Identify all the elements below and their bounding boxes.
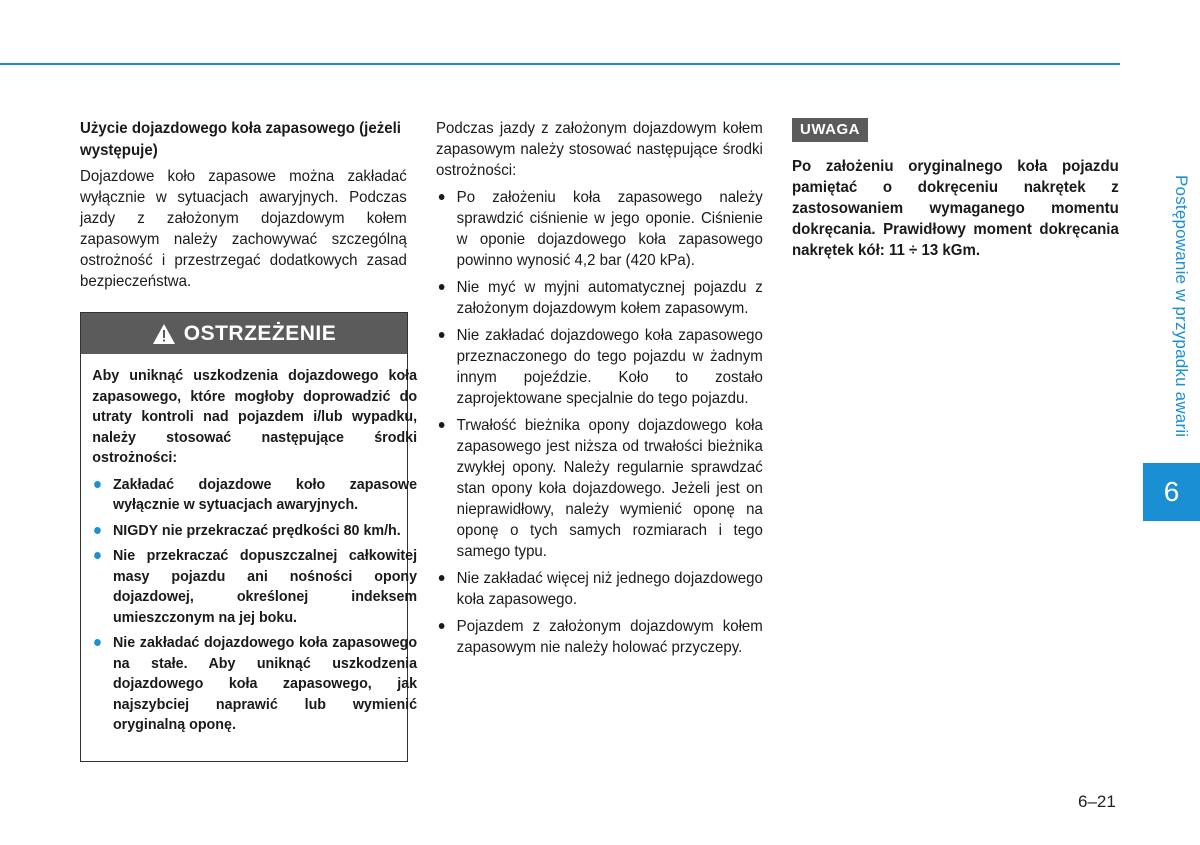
bullet-icon: [94, 552, 101, 559]
list-item: Po założeniu koła zapasowego należy sprawdzić ciśnienie w jego oponie. Ciśnienie w oponie dojazdowego koła zapasowego powinno wynosić 4,2 bar (420 kPa).: [436, 187, 763, 271]
warning-triangle-icon: [152, 323, 176, 345]
bullet-icon: [439, 194, 445, 200]
column-left: [80, 118, 408, 292]
bullet-icon: [439, 332, 445, 338]
section-title: Użycie dojazdowego koła zapasowego (jeżeli występuje): [80, 120, 401, 159]
warning-list-item: Nie przekraczać dopuszczalnej całkowitej masy pojazdu ani nośności opony dojazdowej, określonej indeksem umieszczonym na jej boku.: [92, 546, 417, 628]
chapter-tab: 6: [1143, 463, 1200, 521]
list-item: Nie myć w myjni automatycznej pojazdu z założonym dojazdowym kołem zapasowym.: [436, 277, 763, 319]
bullet-icon: [439, 623, 445, 629]
precautions-intro: Podczas jazdy z założonym dojazdowym kołem zapasowym należy stosować następujące środki ostrożności:: [436, 120, 763, 179]
column-right: [792, 118, 1120, 277]
bullet-icon: [94, 527, 101, 534]
list-item: Nie zakładać dojazdowego koła zapasowego przeznaczonego do tego pojazdu w żadnym innym pojeździe. Koło to zostało zaprojektowane specjalnie do tego pojazdu.: [436, 325, 763, 409]
list-item: Nie zakładać więcej niż jednego dojazdowego koła zapasowego.: [436, 568, 763, 610]
chapter-section-label: Postępowanie w przypadku awarii: [1172, 175, 1191, 438]
note-text: Po założeniu oryginalnego koła pojazdu pamiętać o dokręceniu nakrętek z zastosowaniem wymaganego momentu dokręcania. Prawidłowy moment dokręcania nakrętek kół: 11 ÷ 13 kGm.: [792, 158, 1119, 259]
intro-paragraph: Dojazdowe koło zapasowe można zakładać wyłącznie w sytuacjach awaryjnych. Podczas jazdy z założonym dojazdowym kołem zapasowym należy zachowywać szczególną ostrożność i przestrzegać dodatkowych zasad bezpieczeństwa.: [80, 168, 407, 290]
list-item: Pojazdem z założonym dojazdowym kołem zapasowym nie należy holować przyczepy.: [436, 616, 763, 658]
bullet-icon: [94, 481, 101, 488]
warning-lead: Aby uniknąć uszkodzenia dojazdowego koła zapasowego, które mogłoby doprowadzić do utraty kontroli nad pojazdem i/lub wypadku, należy stosować następujące środki ostrożności:: [92, 367, 418, 466]
column-middle: [436, 118, 764, 664]
precautions-list: [436, 187, 763, 658]
warning-list: [92, 475, 417, 736]
warning-list-item: Nie zakładać dojazdowego koła zapasowego na stałe. Aby uniknąć uszkodzenia dojazdowego koła zapasowego, jak najszybciej naprawić lub wymienić oryginalną oponę.: [92, 633, 417, 736]
warning-header: [81, 313, 407, 354]
warning-body: [81, 354, 428, 736]
bullet-icon: [439, 422, 445, 428]
list-item: Trwałość bieżnika opony dojazdowego koła zapasowego jest niższa od trwałości bieżnika zwykłej opony. Należy regularnie sprawdzać stan opony koła dojazdowego. Jeżeli jest on nieprawidłowy, należy wymienić oponę na oponę o tych samych rozmiarach i tego samego typu.: [436, 415, 763, 562]
warning-title: OSTRZEŻENIE: [183, 321, 337, 345]
warning-list-item: NIGDY nie przekraczać prędkości 80 km/h.: [92, 521, 417, 542]
bullet-icon: [439, 284, 445, 290]
note-badge: UWAGA: [792, 118, 868, 142]
warning-box: [80, 312, 418, 762]
page-number: 6–21: [1078, 792, 1116, 811]
bullet-icon: [94, 639, 101, 646]
warning-list-item: Zakładać dojazdowe koło zapasowe wyłącznie w sytuacjach awaryjnych.: [92, 475, 417, 516]
top-rule: [0, 63, 1120, 65]
bullet-icon: [439, 575, 445, 581]
